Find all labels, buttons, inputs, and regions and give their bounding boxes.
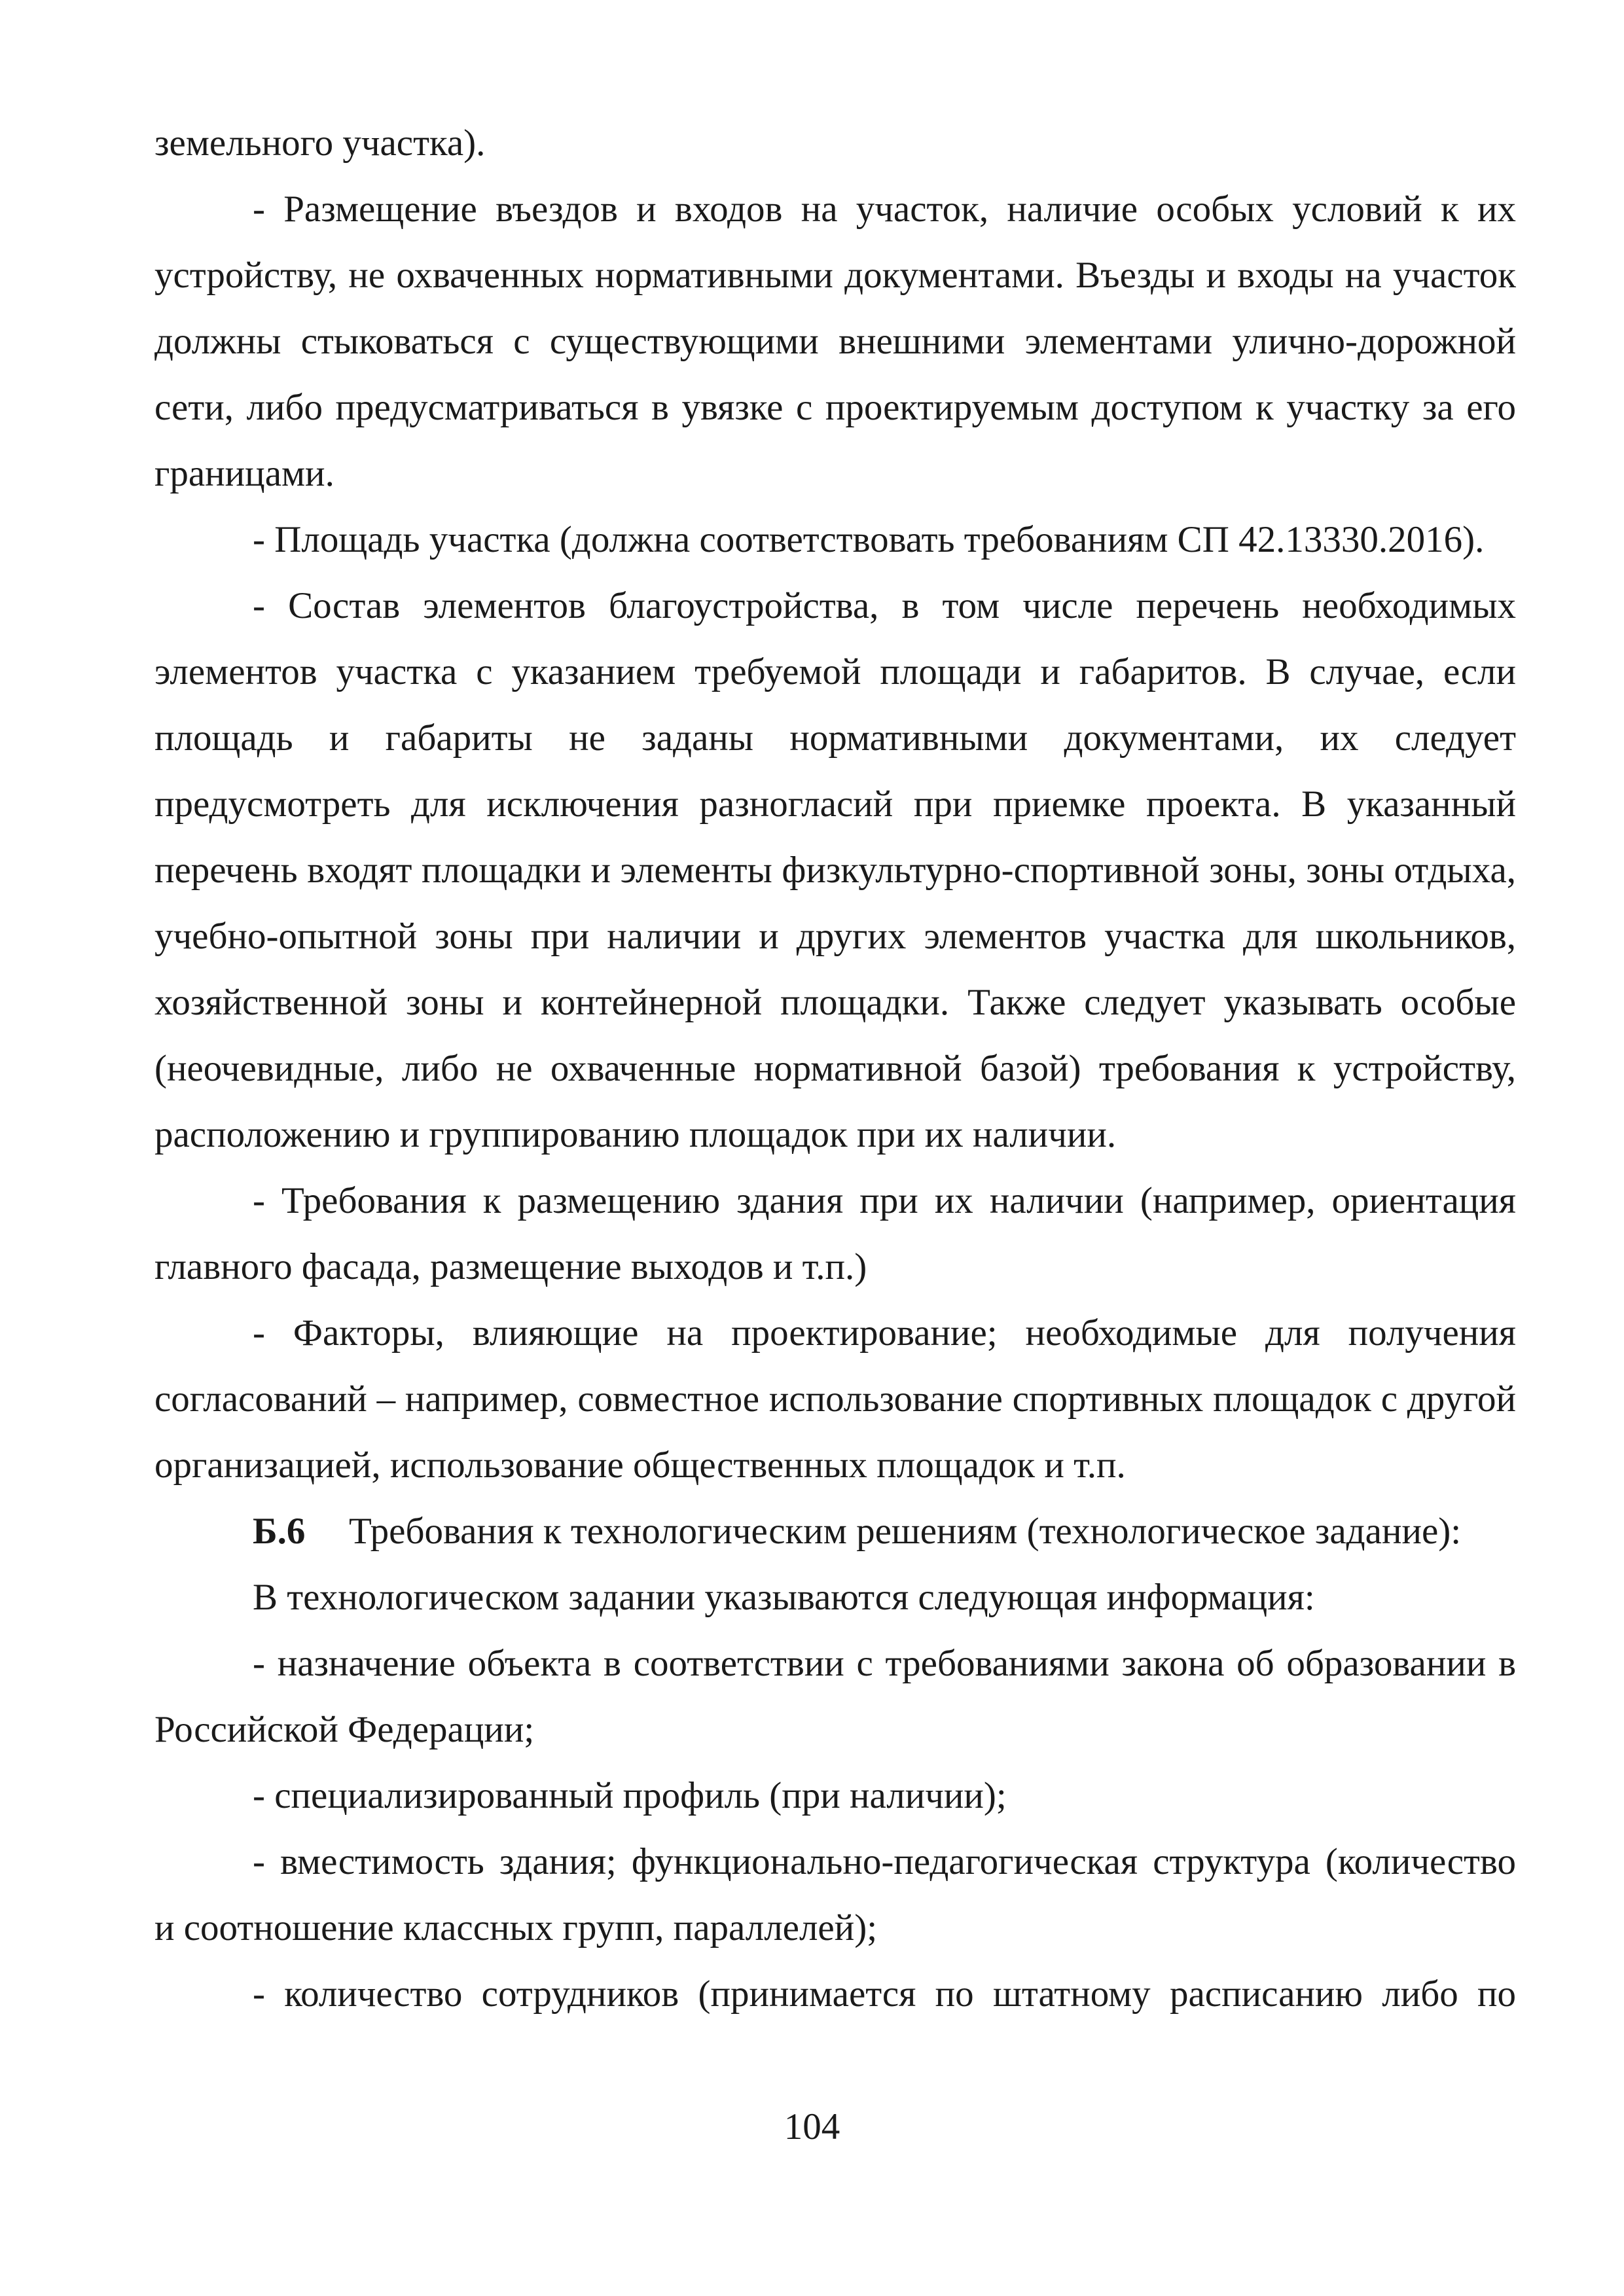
body-text bbox=[154, 110, 1516, 2027]
paragraph-staff: - количество сотрудников (принимается по штатному расписанию либо по bbox=[253, 1973, 1516, 2015]
paragraph-landscaping: - Состав элементов благоустройства, в том числе перечень необходимых элементов участка с указанием требуемой площади и габаритов. В случае, если площадь и габариты не заданы нормативными документами, их следует предусмотреть для исключения разногласий при приемке проекта. В указанный перечень входят площадки и элементы физкультурно-спортивной зоны, зоны отдыха, учебно-опытной зоны при наличии и других элементов участка для школьников, хозяйственной зоны и контейнерной площадки. Также следует указывать особые (неочевидные, либо не охваченные нормативной базой) требования к устройству, расположению и группированию площадок при их наличии. bbox=[154, 585, 1516, 1155]
paragraph-tech-intro: В технологическом задании указываются следующая информация: bbox=[253, 1577, 1315, 1618]
section-heading bbox=[154, 1498, 1516, 1564]
paragraph-profile: - специализированный профиль (при наличии); bbox=[253, 1775, 1007, 1816]
paragraph-capacity: - вместимость здания; функционально-педагогическая структура (количество и соотношение классных групп, параллелей); bbox=[154, 1841, 1516, 1948]
section-title: Требования к технологическим решениям (технологическое задание): bbox=[349, 1511, 1462, 1552]
paragraph-continuation: земельного участка). bbox=[154, 122, 486, 164]
paragraph-site-area: - Площадь участка (должна соответствовать требованиям СП 42.13330.2016). bbox=[253, 519, 1485, 560]
paragraph-design-factors: - Факторы, влияющие на проектирование; необходимые для получения согласований – например, совместное использование спортивных площадок с другой организацией, использование общественных площадок и т.п. bbox=[154, 1312, 1516, 1486]
paragraph-purpose: - назначение объекта в соответствии с требованиями закона об образовании в Российской Федерации; bbox=[154, 1643, 1516, 1750]
paragraph-building-placement: - Требования к размещению здания при их наличии (например, ориентация главного фасада, размещение выходов и т.п.) bbox=[154, 1180, 1516, 1287]
section-number: Б.6 bbox=[253, 1511, 306, 1552]
page-number: 104 bbox=[784, 2106, 840, 2147]
paragraph-entrances: - Размещение въездов и входов на участок, наличие особых условий к их устройству, не охваченных нормативными документами. Въезды и входы на участок должны стыковаться с существующими внешними элементами улично-дорожной сети, либо предусматриваться в увязке с проектируемым доступом к участку за его границами. bbox=[154, 188, 1516, 494]
